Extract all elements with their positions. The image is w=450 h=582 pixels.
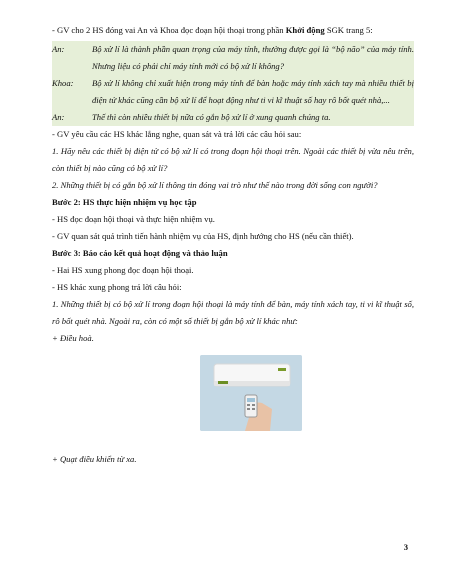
- instruction-paragraph: - GV yêu cầu các HS khác lắng nghe, quan sát và trả lời các câu hỏi sau:: [52, 129, 302, 139]
- list-item-air-conditioner: + Điều hoà.: [52, 333, 94, 343]
- list-item-remote-fan: + Quạt điều khiển từ xa.: [52, 454, 137, 464]
- question-2: 2. Những thiết bị có gắn bộ xử lí thông tin đóng vai trò như thế nào trong đời sống con người?: [52, 180, 378, 190]
- intro-prefix: - GV cho 2 HS đóng vai An và Khoa đọc đoạn hội thoại trong phần: [52, 25, 286, 35]
- dialog-text: Bộ xử lí không chỉ xuất hiện trong máy tính để bàn hoặc máy tính xách tay mà nhiều thiết bị điện tử khác cũng cần bộ xử lí để hoạt động như ti vi kĩ thuật số hay rô bốt quét nhà,...: [92, 78, 414, 105]
- dialog-text: Bộ xử lí là thành phần quan trọng của máy tính, thường được gọi là “bộ não” của máy tính. Nhưng liệu có phải chỉ máy tính mới có bộ xử lí không?: [92, 44, 414, 71]
- dialog-text: Thế thì còn nhiều thiết bị nữa có gắn bộ xử lí ở xung quanh chúng ta.: [92, 112, 331, 122]
- dialog-speaker: An:: [52, 112, 65, 122]
- step-2-heading: Bước 2: HS thực hiện nhiệm vụ học tập: [52, 197, 197, 207]
- intro-bold: Khởi động: [285, 25, 325, 35]
- intro-paragraph: [52, 22, 414, 39]
- question-1: 1. Hãy nêu các thiết bị điện tử có bộ xử lí có trong đoạn hội thoại trên. Ngoài các thiết bị vừa nêu trên, còn thiết bị nào cũng có bộ xử lí?: [52, 146, 414, 173]
- step-2-line-2: - GV quan sát quá trình tiến hành nhiệm vụ của HS, định hướng cho HS (nếu cần thiết).: [52, 231, 354, 241]
- dialog-speaker: An:: [52, 44, 65, 54]
- dialog-line: [52, 109, 414, 126]
- dialog-line: [52, 41, 414, 75]
- step-3-heading: Bước 3: Báo cáo kết quả hoạt động và thảo luận: [52, 248, 228, 258]
- dialog-speaker: Khoa:: [52, 78, 74, 88]
- page-number: 3: [403, 542, 408, 552]
- step-2-line-1: - HS đọc đoạn hội thoại và thực hiện nhiệm vụ.: [52, 214, 215, 224]
- dialog-line: [52, 75, 414, 109]
- answer-1: 1. Những thiết bị có bộ xử lí trong đoạn hội thoại là máy tính để bàn, máy tính xách tay, ti vi kĩ thuật số, rô bốt quét nhà. Ngoài ra, còn có một số thiết bị gắn bộ xử lí khác như:: [52, 299, 414, 326]
- step-3-line-1: - Hai HS xung phong đọc đoạn hội thoại.: [52, 265, 194, 275]
- step-3-line-2: - HS khác xung phong trả lời câu hỏi:: [52, 282, 182, 292]
- document-page: [52, 22, 414, 468]
- air-conditioner-image: [200, 355, 302, 431]
- intro-suffix: SGK trang 5:: [324, 25, 373, 35]
- dialog-box: [52, 41, 414, 126]
- air-conditioner-illustration: [200, 355, 302, 431]
